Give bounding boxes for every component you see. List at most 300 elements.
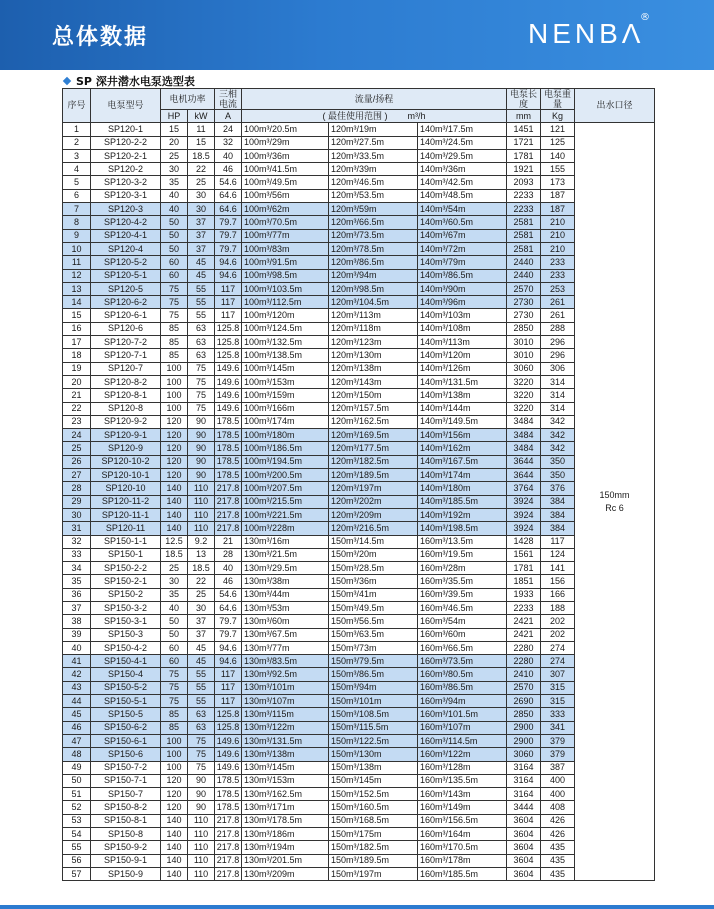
cell-flow-3: 140m³/29.5m (418, 149, 507, 162)
cell-current: 217.8 (215, 814, 242, 827)
table-row (63, 336, 655, 349)
cell-no: 36 (63, 588, 91, 601)
cell-hp: 35 (161, 588, 188, 601)
cell-flow-1: 130m³/92.5m (242, 668, 329, 681)
cell-hp: 60 (161, 269, 188, 282)
cell-flow-3: 140m³/174m (418, 469, 507, 482)
cell-kw: 55 (188, 681, 215, 694)
cell-current: 54.6 (215, 176, 242, 189)
cell-flow-3: 160m³/185.5m (418, 867, 507, 880)
cell-flow-3: 160m³/60m (418, 628, 507, 641)
cell-model: SP150-1-1 (91, 535, 161, 548)
cell-kw: 90 (188, 788, 215, 801)
cell-kw: 18.5 (188, 149, 215, 162)
cell-model: SP150-7 (91, 788, 161, 801)
cell-length: 3924 (507, 508, 541, 521)
cell-hp: 100 (161, 734, 188, 747)
table-row (63, 229, 655, 242)
cell-flow-3: 160m³/114.5m (418, 734, 507, 747)
cell-no: 41 (63, 655, 91, 668)
cell-flow-1: 100m³/20.5m (242, 123, 329, 136)
cell-weight: 384 (541, 495, 575, 508)
cell-flow-3: 160m³/19.5m (418, 548, 507, 561)
cell-current: 217.8 (215, 854, 242, 867)
cell-weight: 435 (541, 854, 575, 867)
cell-model: SP150-1 (91, 548, 161, 561)
cell-weight: 233 (541, 269, 575, 282)
cell-no: 14 (63, 296, 91, 309)
cell-length: 2850 (507, 708, 541, 721)
cell-length: 2690 (507, 695, 541, 708)
table-row (63, 282, 655, 295)
cell-no: 2 (63, 136, 91, 149)
cell-kw: 45 (188, 256, 215, 269)
cell-model: SP120-7-2 (91, 336, 161, 349)
cell-current: 79.7 (215, 216, 242, 229)
table-row (63, 681, 655, 694)
header-outlet: 出水口径 (575, 89, 655, 123)
section-title (64, 73, 195, 89)
cell-no: 34 (63, 562, 91, 575)
cell-no: 47 (63, 734, 91, 747)
cell-flow-2: 120m³/33.5m (329, 149, 418, 162)
cell-weight: 155 (541, 163, 575, 176)
cell-current: 32 (215, 136, 242, 149)
cell-model: SP150-5 (91, 708, 161, 721)
cell-flow-3: 140m³/60.5m (418, 216, 507, 229)
cell-flow-1: 130m³/194m (242, 841, 329, 854)
cell-length: 1451 (507, 123, 541, 136)
cell-hp: 100 (161, 375, 188, 388)
footer-bar (0, 905, 714, 909)
cell-hp: 85 (161, 721, 188, 734)
table-row (63, 854, 655, 867)
cell-no: 46 (63, 721, 91, 734)
table-row (63, 136, 655, 149)
cell-no: 35 (63, 575, 91, 588)
cell-weight: 288 (541, 322, 575, 335)
cell-no: 3 (63, 149, 91, 162)
cell-flow-3: 160m³/13.5m (418, 535, 507, 548)
cell-flow-3: 160m³/156.5m (418, 814, 507, 827)
cell-current: 149.6 (215, 748, 242, 761)
cell-flow-2: 120m³/66.5m (329, 216, 418, 229)
cell-flow-1: 130m³/77m (242, 641, 329, 654)
cell-no: 55 (63, 841, 91, 854)
cell-flow-2: 150m³/152.5m (329, 788, 418, 801)
table-row (63, 349, 655, 362)
cell-flow-2: 150m³/20m (329, 548, 418, 561)
table-row (63, 455, 655, 468)
cell-flow-2: 150m³/168.5m (329, 814, 418, 827)
cell-hp: 75 (161, 282, 188, 295)
table-row (63, 788, 655, 801)
cell-outlet (575, 123, 655, 881)
cell-no: 28 (63, 482, 91, 495)
cell-kw: 90 (188, 442, 215, 455)
cell-model: SP120-4 (91, 242, 161, 255)
table-row (63, 415, 655, 428)
header-current: 三相电流 (215, 89, 242, 110)
cell-length: 3604 (507, 814, 541, 827)
cell-length: 2410 (507, 668, 541, 681)
cell-length: 2850 (507, 322, 541, 335)
cell-no: 21 (63, 389, 91, 402)
cell-flow-3: 160m³/170.5m (418, 841, 507, 854)
cell-flow-1: 100m³/207.5m (242, 482, 329, 495)
cell-no: 32 (63, 535, 91, 548)
outlet-size: 150mm (599, 489, 630, 500)
cell-kw: 110 (188, 814, 215, 827)
cell-weight: 435 (541, 867, 575, 880)
cell-kw: 13 (188, 548, 215, 561)
cell-kw: 15 (188, 136, 215, 149)
cell-hp: 100 (161, 761, 188, 774)
cell-no: 33 (63, 548, 91, 561)
cell-current: 79.7 (215, 229, 242, 242)
cell-flow-2: 120m³/104.5m (329, 296, 418, 309)
cell-weight: 274 (541, 641, 575, 654)
cell-length: 2581 (507, 229, 541, 242)
cell-no: 17 (63, 336, 91, 349)
cell-hp: 60 (161, 256, 188, 269)
cell-flow-2: 150m³/14.5m (329, 535, 418, 548)
cell-current: 217.8 (215, 495, 242, 508)
cell-flow-1: 100m³/228m (242, 522, 329, 535)
cell-length: 1781 (507, 562, 541, 575)
table-row (63, 163, 655, 176)
cell-flow-3: 160m³/149m (418, 801, 507, 814)
cell-weight: 274 (541, 655, 575, 668)
cell-length: 2233 (507, 189, 541, 202)
cell-flow-1: 100m³/98.5m (242, 269, 329, 282)
cell-weight: 307 (541, 668, 575, 681)
cell-current: 79.7 (215, 628, 242, 641)
cell-length: 3484 (507, 415, 541, 428)
cell-flow-2: 120m³/202m (329, 495, 418, 508)
cell-flow-2: 120m³/118m (329, 322, 418, 335)
cell-weight: 314 (541, 375, 575, 388)
cell-kw: 63 (188, 349, 215, 362)
cell-flow-2: 150m³/94m (329, 681, 418, 694)
cell-flow-1: 100m³/120m (242, 309, 329, 322)
cell-flow-3: 160m³/86.5m (418, 681, 507, 694)
cell-weight: 188 (541, 601, 575, 614)
cell-no: 52 (63, 801, 91, 814)
cell-flow-1: 100m³/159m (242, 389, 329, 402)
cell-current: 178.5 (215, 801, 242, 814)
cell-model: SP120-4-1 (91, 229, 161, 242)
cell-flow-1: 100m³/103.5m (242, 282, 329, 295)
cell-hp: 12.5 (161, 535, 188, 548)
cell-hp: 18.5 (161, 548, 188, 561)
cell-model: SP120-2-2 (91, 136, 161, 149)
cell-flow-1: 130m³/101m (242, 681, 329, 694)
header-length: 电泵长度 (507, 89, 541, 110)
cell-no: 51 (63, 788, 91, 801)
cell-flow-2: 120m³/138m (329, 362, 418, 375)
cell-flow-1: 100m³/41.5m (242, 163, 329, 176)
cell-no: 44 (63, 695, 91, 708)
cell-no: 9 (63, 229, 91, 242)
cell-model: SP150-5-1 (91, 695, 161, 708)
cell-kw: 45 (188, 269, 215, 282)
table-row (63, 442, 655, 455)
table-row (63, 867, 655, 880)
cell-current: 217.8 (215, 841, 242, 854)
cell-length: 2730 (507, 309, 541, 322)
header-kw: kW (188, 110, 215, 123)
cell-no: 1 (63, 123, 91, 136)
cell-hp: 20 (161, 136, 188, 149)
cell-flow-3: 160m³/35.5m (418, 575, 507, 588)
cell-hp: 30 (161, 163, 188, 176)
cell-length: 2900 (507, 734, 541, 747)
cell-length: 2280 (507, 655, 541, 668)
table-row (63, 562, 655, 575)
cell-hp: 100 (161, 402, 188, 415)
cell-hp: 100 (161, 389, 188, 402)
cell-length: 2581 (507, 216, 541, 229)
cell-weight: 261 (541, 309, 575, 322)
cell-kw: 110 (188, 522, 215, 535)
cell-flow-3: 140m³/113m (418, 336, 507, 349)
cell-kw: 75 (188, 761, 215, 774)
cell-no: 19 (63, 362, 91, 375)
cell-hp: 120 (161, 415, 188, 428)
cell-current: 54.6 (215, 588, 242, 601)
cell-no: 49 (63, 761, 91, 774)
cell-flow-1: 100m³/180m (242, 429, 329, 442)
cell-current: 149.6 (215, 389, 242, 402)
cell-flow-1: 100m³/145m (242, 362, 329, 375)
cell-length: 3010 (507, 349, 541, 362)
cell-flow-2: 150m³/49.5m (329, 601, 418, 614)
cell-weight: 202 (541, 615, 575, 628)
cell-model: SP120-7 (91, 362, 161, 375)
table-row (63, 309, 655, 322)
cell-kw: 110 (188, 828, 215, 841)
table-row (63, 615, 655, 628)
cell-weight: 124 (541, 548, 575, 561)
cell-weight: 400 (541, 788, 575, 801)
cell-kw: 55 (188, 695, 215, 708)
cell-no: 11 (63, 256, 91, 269)
cell-kw: 110 (188, 841, 215, 854)
cell-flow-2: 150m³/182.5m (329, 841, 418, 854)
cell-no: 56 (63, 854, 91, 867)
cell-no: 54 (63, 828, 91, 841)
cell-hp: 25 (161, 562, 188, 575)
cell-flow-2: 150m³/122.5m (329, 734, 418, 747)
cell-model: SP120-5-1 (91, 269, 161, 282)
cell-model: SP150-4 (91, 668, 161, 681)
cell-weight: 140 (541, 149, 575, 162)
cell-current: 178.5 (215, 469, 242, 482)
cell-current: 178.5 (215, 429, 242, 442)
cell-no: 13 (63, 282, 91, 295)
cell-length: 3220 (507, 402, 541, 415)
cell-flow-3: 140m³/156m (418, 429, 507, 442)
cell-kw: 90 (188, 801, 215, 814)
cell-length: 3164 (507, 788, 541, 801)
table-row (63, 668, 655, 681)
cell-kw: 37 (188, 216, 215, 229)
cell-model: SP120-6-1 (91, 309, 161, 322)
cell-length: 3764 (507, 482, 541, 495)
cell-flow-3: 160m³/143m (418, 788, 507, 801)
cell-current: 117 (215, 282, 242, 295)
cell-flow-3: 140m³/138m (418, 389, 507, 402)
cell-flow-2: 150m³/197m (329, 867, 418, 880)
cell-current: 178.5 (215, 415, 242, 428)
cell-flow-2: 150m³/130m (329, 748, 418, 761)
cell-length: 3220 (507, 389, 541, 402)
flow-note-text: ( 最佳使用范围 ) (322, 110, 388, 121)
cell-kw: 22 (188, 575, 215, 588)
cell-flow-1: 130m³/162.5m (242, 788, 329, 801)
cell-length: 3484 (507, 442, 541, 455)
header-flow-note (242, 110, 507, 123)
brand-logo: NENBΛ (528, 18, 645, 49)
cell-flow-1: 130m³/21.5m (242, 548, 329, 561)
cell-length: 2581 (507, 242, 541, 255)
cell-flow-1: 100m³/70.5m (242, 216, 329, 229)
cell-no: 27 (63, 469, 91, 482)
cell-current: 217.8 (215, 867, 242, 880)
cell-flow-3: 140m³/90m (418, 282, 507, 295)
cell-model: SP150-9-1 (91, 854, 161, 867)
cell-length: 2093 (507, 176, 541, 189)
cell-flow-3: 140m³/149.5m (418, 415, 507, 428)
cell-kw: 25 (188, 176, 215, 189)
table-row (63, 695, 655, 708)
cell-model: SP120-3-2 (91, 176, 161, 189)
cell-flow-1: 130m³/178.5m (242, 814, 329, 827)
cell-hp: 140 (161, 522, 188, 535)
cell-flow-2: 150m³/115.5m (329, 721, 418, 734)
cell-flow-3: 160m³/73.5m (418, 655, 507, 668)
cell-kw: 9.2 (188, 535, 215, 548)
cell-hp: 120 (161, 788, 188, 801)
cell-kw: 63 (188, 322, 215, 335)
cell-model: SP150-6 (91, 748, 161, 761)
cell-flow-2: 120m³/157.5m (329, 402, 418, 415)
cell-weight: 315 (541, 681, 575, 694)
table-row (63, 522, 655, 535)
cell-no: 16 (63, 322, 91, 335)
cell-model: SP120-2 (91, 163, 161, 176)
cell-flow-2: 120m³/182.5m (329, 455, 418, 468)
cell-flow-3: 160m³/94m (418, 695, 507, 708)
cell-weight: 379 (541, 748, 575, 761)
cell-flow-3: 160m³/107m (418, 721, 507, 734)
cell-flow-2: 120m³/216.5m (329, 522, 418, 535)
cell-length: 2233 (507, 601, 541, 614)
cell-hp: 140 (161, 867, 188, 880)
cell-kw: 45 (188, 641, 215, 654)
cell-flow-1: 100m³/91.5m (242, 256, 329, 269)
cell-flow-2: 120m³/86.5m (329, 256, 418, 269)
cell-flow-2: 120m³/209m (329, 508, 418, 521)
cell-hp: 50 (161, 615, 188, 628)
cell-no: 5 (63, 176, 91, 189)
cell-current: 149.6 (215, 362, 242, 375)
cell-current: 46 (215, 163, 242, 176)
cell-flow-3: 140m³/79m (418, 256, 507, 269)
cell-weight: 435 (541, 841, 575, 854)
cell-length: 3484 (507, 429, 541, 442)
cell-hp: 75 (161, 681, 188, 694)
cell-flow-1: 130m³/122m (242, 721, 329, 734)
cell-flow-1: 130m³/201.5m (242, 854, 329, 867)
cell-hp: 50 (161, 242, 188, 255)
table-row (63, 322, 655, 335)
cell-flow-1: 100m³/36m (242, 149, 329, 162)
cell-length: 2900 (507, 721, 541, 734)
cell-flow-3: 140m³/185.5m (418, 495, 507, 508)
cell-flow-2: 150m³/145m (329, 774, 418, 787)
header-length-unit: mm (507, 110, 541, 123)
cell-weight: 408 (541, 801, 575, 814)
cell-flow-1: 130m³/83.5m (242, 655, 329, 668)
cell-kw: 75 (188, 375, 215, 388)
cell-flow-2: 120m³/27.5m (329, 136, 418, 149)
cell-flow-1: 100m³/77m (242, 229, 329, 242)
table-row (63, 655, 655, 668)
table-row (63, 203, 655, 216)
table-row (63, 628, 655, 641)
cell-model: SP150-7-1 (91, 774, 161, 787)
cell-model: SP120-9-1 (91, 429, 161, 442)
cell-flow-1: 130m³/209m (242, 867, 329, 880)
cell-flow-2: 120m³/189.5m (329, 469, 418, 482)
cell-length: 2440 (507, 269, 541, 282)
table-row (63, 641, 655, 654)
cell-current: 149.6 (215, 402, 242, 415)
page-title: 总体数据 (52, 25, 149, 50)
cell-no: 26 (63, 455, 91, 468)
cell-flow-2: 120m³/39m (329, 163, 418, 176)
table-row (63, 721, 655, 734)
cell-kw: 22 (188, 163, 215, 176)
cell-kw: 63 (188, 721, 215, 734)
cell-kw: 110 (188, 482, 215, 495)
cell-flow-1: 100m³/186.5m (242, 442, 329, 455)
cell-flow-3: 140m³/167.5m (418, 455, 507, 468)
cell-current: 64.6 (215, 203, 242, 216)
table-row (63, 841, 655, 854)
cell-kw: 110 (188, 854, 215, 867)
cell-no: 20 (63, 375, 91, 388)
cell-model: SP150-2 (91, 588, 161, 601)
table-row (63, 535, 655, 548)
cell-flow-2: 120m³/19m (329, 123, 418, 136)
cell-model: SP120-6 (91, 322, 161, 335)
cell-flow-1: 100m³/166m (242, 402, 329, 415)
cell-flow-2: 120m³/94m (329, 269, 418, 282)
cell-current: 178.5 (215, 455, 242, 468)
cell-model: SP120-11-2 (91, 495, 161, 508)
cell-model: SP150-8 (91, 828, 161, 841)
cell-model: SP150-2-2 (91, 562, 161, 575)
cell-flow-1: 130m³/29.5m (242, 562, 329, 575)
cell-flow-2: 150m³/108.5m (329, 708, 418, 721)
cell-length: 2730 (507, 296, 541, 309)
cell-weight: 400 (541, 774, 575, 787)
cell-weight: 387 (541, 761, 575, 774)
cell-hp: 60 (161, 641, 188, 654)
